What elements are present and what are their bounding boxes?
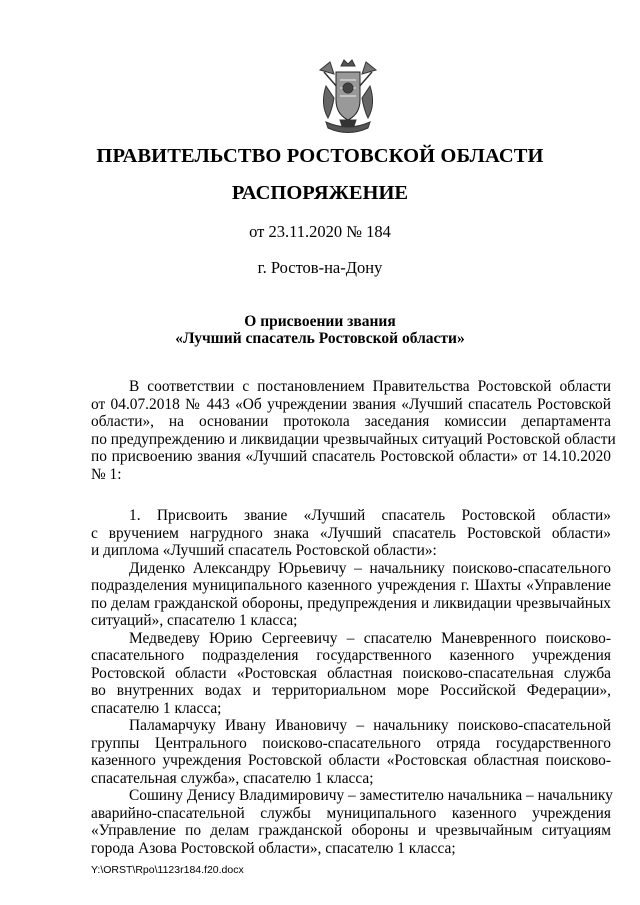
government-title: ПРАВИТЕЛЬСТВО РОСТОВСКОЙ ОБЛАСТИ <box>96 145 544 167</box>
document-type: РАСПОРЯЖЕНИЕ <box>231 182 409 204</box>
text-line: по предупреждению и ликвидации чрезвычайных ситуаций Ростовской области <box>91 430 616 448</box>
text-line: Ростовской области «Ростовская областная поисково-спасательная служба <box>91 664 611 682</box>
text-line: во внутренних водах и территориальном море Российской Федерации», <box>91 682 611 699</box>
text-line: В соответствии с постановлением Правительства Ростовской области <box>129 378 611 395</box>
text-line: от 04.07.2018 № 443 «Об учреждении звания «Лучший спасатель Ростовской <box>91 395 611 413</box>
text-line: области», на основании протокола заседания комиссии департамента <box>91 413 611 430</box>
awardee-soshin <box>91 787 611 857</box>
text-line: «Управление по делам гражданской обороны и чрезвычайным ситуациям <box>91 822 611 839</box>
document-city: г. Ростов-на-Дону <box>257 258 383 277</box>
text-line: Диденко Александру Юрьевичу – начальнику поисково-спасательного <box>129 559 611 577</box>
file-path-footer: Y:\ORST\Rpo\1123r184.f20.docx <box>91 864 244 876</box>
text-line: 1. Присвоить звание «Лучший спасатель Ростовской области» <box>129 507 611 524</box>
text-line: спасателю 1 класса; <box>91 699 222 717</box>
text-line: по присвоению звания «Лучший спасатель Ростовской области» от 14.10.2020 <box>91 448 611 465</box>
text-line: спасательная служба», спасателю 1 класса; <box>91 769 374 787</box>
preamble-paragraph <box>91 378 616 483</box>
text-line: подразделения муниципального казенного учреждения г. Шахты «Управление <box>91 577 611 594</box>
document-subject <box>0 313 640 347</box>
text-line: и диплома «Лучший спасатель Ростовской области»: <box>91 542 437 559</box>
coat-of-arms-emblem <box>314 58 382 138</box>
text-line: Сошину Денису Владимировичу – заместителю начальника – начальнику <box>129 787 613 804</box>
item-1-paragraph <box>91 507 611 560</box>
text-line: аварийно-спасательной службы муниципального казенного учреждения <box>91 804 611 822</box>
text-line: группы Центрального поисково-спасательного отряда государственного <box>91 734 611 752</box>
subject-line-2: «Лучший спасатель Ростовской области» <box>175 330 465 347</box>
text-line: казенного учреждения Ростовской области «Ростовская областная поисково- <box>91 752 611 769</box>
awardee-palamarchuk <box>91 717 611 787</box>
text-line: Медведеву Юрию Сергеевичу – спасателю Маневренного поисково- <box>129 629 611 647</box>
awardee-medvedev <box>91 630 611 718</box>
awardee-didenko <box>91 560 611 630</box>
text-line: № 1: <box>91 465 122 483</box>
text-line: Паламарчуку Ивану Ивановичу – начальнику поисково-спасательной <box>129 717 611 734</box>
document-body <box>91 378 616 857</box>
subject-line-1: О присвоении звания <box>244 313 396 330</box>
text-line: спасательного подразделения государственного казенного учреждения <box>91 647 611 664</box>
text-line: города Азова Ростовской области», спасателю 1 класса; <box>91 839 456 857</box>
text-line: ситуаций», спасателю 1 класса; <box>91 612 298 629</box>
document-date-number: от 23.11.2020 № 184 <box>249 222 391 241</box>
text-line: с вручением нагрудного знака «Лучший спасатель Ростовской области» <box>91 524 611 542</box>
text-line: по делам гражданской обороны, предупреждения и ликвидации чрезвычайных <box>91 594 611 612</box>
